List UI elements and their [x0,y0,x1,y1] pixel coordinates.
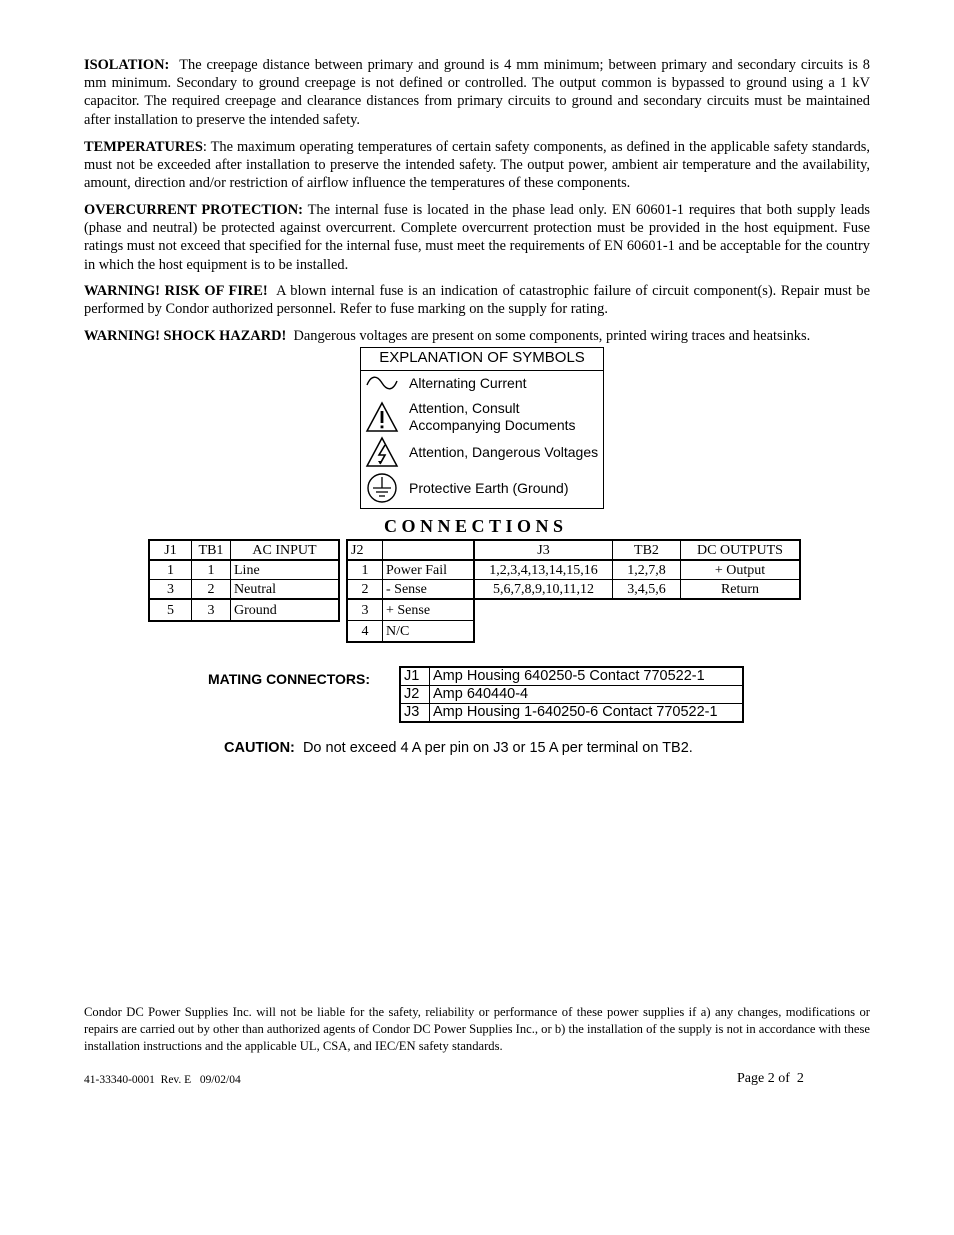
symbol-row-attention [361,400,603,436]
table-header-cell: TB1 [192,540,231,560]
table-cell: 2 [192,580,231,600]
symbol-row-voltage [361,436,603,470]
table-cell: Ground [231,599,340,621]
ac-sine-icon [365,374,399,395]
table-cell: 4 [347,621,383,643]
table-row [149,580,339,600]
overcurrent-text: The internal fuse is located in the phase lead only. EN 60601-1 requires that both supply leads (phase and neutral) be protected against overcurrent. Complete overcurrent protection must be provided in the host equipment. Fuse ratings must not exceed that specified for the internal fuse, must meet the requirements of EN 60601-1 and be acceptable for the country in which the host equipment is to be installed. [84,202,870,273]
fire-warning-heading: WARNING! RISK OF FIRE! [84,283,268,299]
symbol-label-attention-line2: Accompanying Documents [409,417,576,433]
symbol-row-earth [361,472,603,506]
isolation-heading: ISOLATION: [84,57,170,73]
table-cell: Amp Housing 640250-5 Contact 770522-1 [430,667,744,686]
table-cell: Power Fail [383,560,475,580]
symbol-label-voltage: Attention, Dangerous Voltages [409,444,599,460]
mating-connectors-table [399,666,744,723]
connections-title: CONNECTIONS [384,516,568,536]
table-row [347,560,474,580]
table-header-row [474,540,800,560]
caution-note [224,740,693,756]
table-row [400,667,743,686]
table-cell: 1 [347,560,383,580]
table-row [474,580,800,600]
table-cell: 5,6,7,8,9,10,11,12 [474,580,613,600]
table-cell: J3 [400,704,430,723]
table-cell: 1,2,7,8 [613,560,681,580]
table-cell: Amp 640440-4 [430,686,744,704]
liability-disclaimer: Condor DC Power Supplies Inc. will not be liable for the safety, reliability or performance of these power supplies if a) any changes, modifications or repairs are carried out by other than authorized agents of Condor DC Power Supplies Inc., or b) the installation of the supply is not in accordance with these installation instructions and the applicable UL, CSA, and IEC/EN safety standards. [84,1005,870,1053]
table-header-cell [383,540,475,560]
table-cell: + Sense [383,599,475,621]
table-row [149,599,339,621]
table-row [400,704,743,723]
symbol-label-ac: Alternating Current [409,375,527,391]
table-cell: 3 [347,599,383,621]
symbol-label-attention [409,400,576,434]
fire-warning-paragraph [84,282,870,318]
table-header-row [347,540,474,560]
table-cell: 1 [149,560,192,580]
table-header-row [149,540,339,560]
table-cell: 3 [192,599,231,621]
symbol-row-ac [361,372,603,394]
table-row [149,560,339,580]
j2-table [346,539,475,643]
table-cell: 1 [192,560,231,580]
table-row [474,560,800,580]
fire-warning-text: A blown internal fuse is an indication of catastrophic failure of circuit component(s). Repair must be performed by Condor authorized personnel. Refer to fuse marking on the supply for rating. [84,283,871,318]
attention-triangle-icon [365,401,399,436]
table-cell: 2 [347,580,383,600]
table-row [347,621,474,643]
table-cell: J1 [400,667,430,686]
table-cell: 3,4,5,6 [613,580,681,600]
shock-warning-heading: WARNING! SHOCK HAZARD! [84,328,287,344]
table-header-cell: TB2 [613,540,681,560]
table-header-cell: J1 [149,540,192,560]
isolation-text: The creepage distance between primary and ground is 4 mm minimum; between primary and secondary circuits is 8 mm minimum. Secondary to ground creepage is not defined or controlled. The output common is bypassed to ground using a 1 kV capacitor. The required creepage and clearance distances from primary circuits to ground and secondary circuits must be maintained after installation to preserve the intended safety. [84,57,870,128]
table-cell: 3 [149,580,192,600]
protective-earth-icon [365,472,399,507]
table-cell: Line [231,560,340,580]
table-row [347,580,474,600]
temperatures-text: : The maximum operating temperatures of certain safety components, as defined in the applicable safety standards, must not be exceeded after installation to preserve the intended safety. The output power, ambient air temperature and the availability, amount, direction and/or restriction of airflow influence the temperatures of these components. [84,139,870,192]
table-cell: + Output [681,560,801,580]
table-row [347,599,474,621]
shock-warning-text: Dangerous voltages are present on some components, printed wiring traces and heatsinks. [293,328,811,344]
table-row [400,686,743,704]
table-header-cell: AC INPUT [231,540,340,560]
table-cell: Amp Housing 1-640250-6 Contact 770522-1 [430,704,744,723]
isolation-paragraph [84,56,870,129]
caution-text: Do not exceed 4 A per pin on J3 or 15 A per terminal on TB2. [302,740,693,756]
overcurrent-paragraph [84,201,870,274]
table-cell: N/C [383,621,475,643]
table-cell: Neutral [231,580,340,600]
caution-heading: CAUTION: [224,740,295,756]
lightning-triangle-icon [365,436,399,471]
table-cell: - Sense [383,580,475,600]
table-header-cell: J2 [347,540,383,560]
symbols-legend [360,347,604,509]
document-number: 41-33340-0001 Rev. E 09/02/04 [84,1074,241,1086]
symbol-label-earth: Protective Earth (Ground) [409,480,569,496]
mating-connectors-label: MATING CONNECTORS: [208,671,371,687]
table-cell: Return [681,580,801,600]
shock-warning-paragraph [84,327,870,345]
ac-input-table [148,539,340,622]
temperatures-paragraph [84,138,870,193]
temperatures-heading: TEMPERATURES [84,139,203,155]
table-cell: 5 [149,599,192,621]
overcurrent-heading: OVERCURRENT PROTECTION: [84,202,303,218]
table-cell: 1,2,3,4,13,14,15,16 [474,560,613,580]
symbols-title: EXPLANATION OF SYMBOLS [361,348,603,371]
table-cell: J2 [400,686,430,704]
table-header-cell: J3 [474,540,613,560]
page-number: Page 2 of 2 [737,1071,804,1086]
table-header-cell: DC OUTPUTS [681,540,801,560]
dc-output-table [473,539,801,600]
symbol-label-attention-line1: Attention, Consult [409,400,520,416]
